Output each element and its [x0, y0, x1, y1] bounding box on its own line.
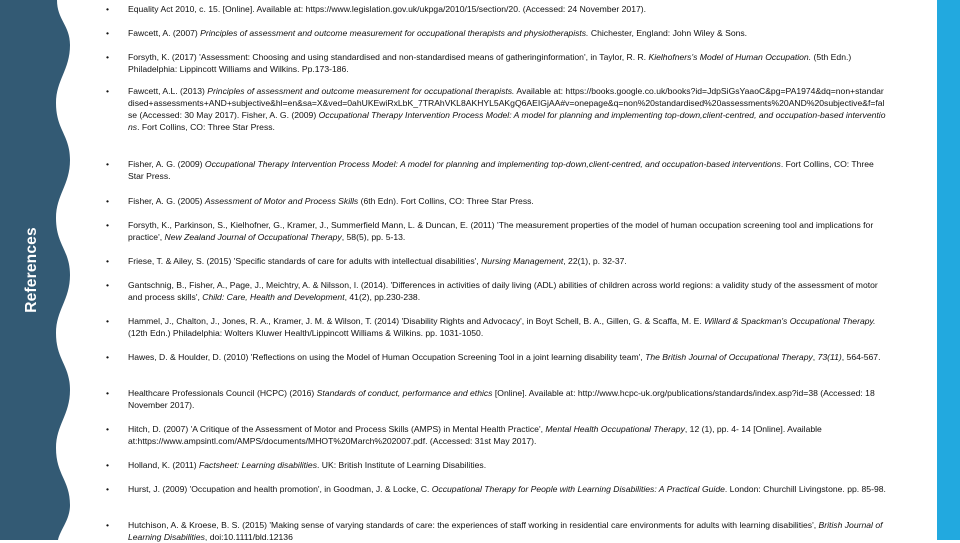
- bullet-icon: •: [106, 4, 110, 14]
- reference-text: [128, 3, 888, 15]
- reference-title: Nursing Management: [481, 256, 564, 266]
- reference-segment: Fisher, A. G. (2005): [128, 196, 205, 206]
- reference-segment: Hurst, J. (2009) 'Occupation and health promotion', in Goodman, J. & Locke, C.: [128, 484, 432, 494]
- bullet-icon: •: [106, 484, 110, 494]
- reference-segment: Friese, T. & Ailey, S. (2015) 'Specific standards of care for adults with intellectual disabilities',: [128, 256, 482, 266]
- reference-segment: , 564-567.: [841, 352, 881, 362]
- reference-text: [128, 85, 888, 133]
- reference-segment: [Online]. Available at: http://www.hcpc-uk.org/publications/standards/index.asp?id=38 (Accessed: 18 November 2017).: [128, 388, 875, 410]
- reference-segment: Hitch, D. (2007) 'A Critique of the Assessment of Motor and Process Skills (AMPS) in Mental Health Practice',: [128, 424, 546, 434]
- reference-text: [128, 315, 888, 339]
- reference-segment: Forsyth, K., Parkinson, S., Kielhofner, G., Kramer, J., Summerfield Mann, L. & Duncan, E. (2011) 'The measurement properties of the model of human occupation screening tool and implications for practice',: [128, 220, 874, 242]
- reference-segment: Gantschnig, B., Fisher, A., Page, J., Meichtry, A. & Nilsson, I. (2014). 'Differences in activities of daily living (ADL) abilities of children across world regions: a validity study of the assessment of motor and process skills',: [128, 280, 878, 302]
- reference-segment: Available at:: [514, 86, 566, 96]
- reference-segment: (5th Edn.) Philadelphia: Lippincott Williams and Wilkins. Pp.173-186.: [128, 52, 852, 74]
- reference-segment: , 12 (1), pp. 4- 14 [Online]. Available at:https://www.ampsintl.com/AMPS/documents/MHOT%20March%202007.pdf. (Accessed: 31st May 2017).: [128, 424, 822, 446]
- bullet-icon: •: [106, 520, 110, 530]
- slide-title: References: [23, 227, 40, 313]
- reference-text: [128, 195, 888, 207]
- reference-text: [128, 483, 888, 495]
- bullet-icon: •: [106, 424, 110, 434]
- reference-title: Mental Health Occupational Therapy: [545, 424, 685, 434]
- reference-text: [128, 519, 888, 543]
- reference-segment: . London: Churchill Livingstone. pp. 85-98.: [724, 484, 886, 494]
- bullet-icon: •: [106, 280, 110, 290]
- reference-segment: Fawcett, A. (2007): [128, 28, 201, 38]
- reference-text: [128, 51, 888, 75]
- reference-segment: Holland, K. (2011): [128, 460, 200, 470]
- reference-segment: , 41(2), pp.230-238.: [344, 292, 421, 302]
- reference-title: Child: Care, Health and Development: [202, 292, 345, 302]
- reference-segment: Forsyth, K. (2017) 'Assessment: Choosing and using standardised and non-standardised means of gatheringinformation', in Taylor, R. R.: [128, 52, 649, 62]
- bullet-icon: •: [106, 52, 110, 62]
- reference-text: [128, 255, 888, 267]
- bullet-icon: •: [106, 159, 110, 169]
- reference-segment: . Fort Collins, CO: Three Star Press.: [137, 122, 275, 132]
- reference-segment: (6th Edn). Fort Collins, CO: Three Star Press.: [358, 196, 534, 206]
- reference-title: The British Journal of Occupational Therapy: [645, 352, 813, 362]
- right-accent-bar: [937, 0, 960, 540]
- reference-text: [128, 351, 888, 363]
- reference-segment: Fisher, A. G. (2009): [128, 159, 205, 169]
- reference-text: [128, 27, 888, 39]
- reference-segment: Hawes, D. & Houlder, D. (2010) 'Reflections on using the Model of Human Occupation Screening Tool in a joint learning disability team',: [128, 352, 646, 362]
- bullet-icon: •: [106, 316, 110, 326]
- bullet-icon: •: [106, 388, 110, 398]
- bullet-icon: •: [106, 220, 110, 230]
- reference-segment: , 22(1), p. 32-37.: [563, 256, 627, 266]
- bullet-icon: •: [106, 86, 110, 96]
- reference-title: 73(11): [817, 352, 842, 362]
- reference-text: [128, 219, 888, 243]
- bullet-icon: •: [106, 28, 110, 38]
- reference-title: Standards of conduct, performance and ethics: [316, 388, 493, 398]
- reference-title: British Journal of Learning Disabilities: [128, 520, 883, 542]
- reference-segment: , 58(5), pp. 5-13.: [341, 232, 406, 242]
- reference-segment: https://books.google.co.uk/books?id=JdpSiGsYaaoC&pg=PA1974&dq=non+standardised+assessments+AND+subjective&hl=en&sa=X&ved=0ahUKEwiRxLbK_7TRAhVKL8AKHYL5AKgQ6AEIGjAA#v=onepage&q=non%20standardised%20assessments%20AND%20subjective&f=false: [128, 86, 885, 120]
- reference-segment: Healthcare Professionals Council (HCPC) (2016): [128, 388, 317, 398]
- reference-segment: Hammel, J., Chalton, J., Jones, R. A., Kramer, J. M. & Wilson, T. (2014) 'Disability Rights and Advocacy', in Boyt Schell, B. A., Gillen, G. & Scaffa, M. E.: [128, 316, 705, 326]
- reference-title: Occupational Therapy Intervention Process Model: A model for planning and implementing top-down,client-centred, and occupation-based interventions: [128, 110, 886, 132]
- reference-title: Kielhofners's Model of Human Occupation.: [648, 52, 812, 62]
- reference-title: Principles of assessment and outcome measurement for occupational therapists and physiotherapists.: [200, 28, 589, 38]
- bullet-icon: •: [106, 460, 110, 470]
- reference-text: [128, 459, 888, 471]
- reference-segment: . UK: British Institute of Learning Disabilities.: [317, 460, 487, 470]
- reference-title: Principles of assessment and outcome measurement for occupational therapists.: [207, 86, 515, 96]
- reference-title: Willard & Spackman's Occupational Therapy.: [704, 316, 876, 326]
- bullet-icon: •: [106, 196, 110, 206]
- reference-text: [128, 158, 888, 182]
- reference-segment: Fawcett, A.L. (2013): [128, 86, 208, 96]
- reference-text: [128, 387, 888, 411]
- reference-title: Factsheet: Learning disabilities: [199, 460, 318, 470]
- reference-title: Occupational Therapy Intervention Process Model: A model for planning and implementing top-down,client-centred, and occupation-based interventions: [204, 159, 781, 169]
- reference-segment: (Accessed: 30 May 2017). Fisher, A. G. (2009): [137, 110, 319, 120]
- reference-text: [128, 279, 888, 303]
- reference-segment: (12th Edn.) Philadelphia: Wolters Kluwer Health/Lippincott Williams & Wilkins. pp. 1031-1050.: [128, 328, 484, 338]
- reference-title: New Zealand Journal of Occupational Therapy: [164, 232, 342, 242]
- reference-title: Assessment of Motor and Process Skills: [204, 196, 359, 206]
- reference-segment: ,: [812, 352, 818, 362]
- reference-segment: , doi:10.1111/bld.12136: [204, 532, 293, 542]
- bullet-icon: •: [106, 256, 110, 266]
- reference-text: [128, 423, 888, 447]
- reference-segment: Chichester, England: John Wiley & Sons.: [588, 28, 748, 38]
- reference-title: Occupational Therapy for People with Learning Disabilities: A Practical Guide: [431, 484, 725, 494]
- bullet-icon: •: [106, 352, 110, 362]
- reference-segment: Hutchison, A. & Kroese, B. S. (2015) 'Making sense of varying standards of care: the experiences of staff working in residential care environments for adults with learning disabilities',: [128, 520, 819, 530]
- reference-segment: . Fort Collins, CO: Three Star Press.: [128, 159, 874, 181]
- reference-segment: Equality Act 2010, c. 15. [Online]. Available at: https://www.legislation.gov.uk/ukpga/2010/15/section/20. (Accessed: 24 November 2017).: [128, 4, 646, 14]
